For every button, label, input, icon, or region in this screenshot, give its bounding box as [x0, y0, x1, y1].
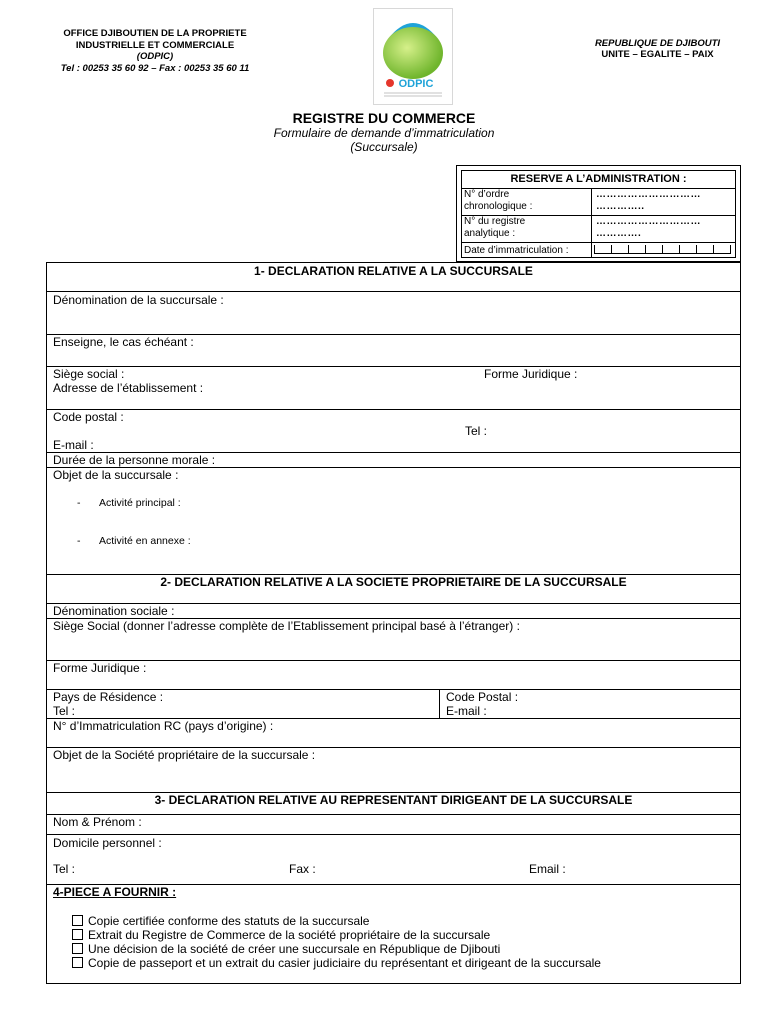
odpic-logo-icon — [374, 9, 452, 104]
office-contact: Tel : 00253 35 60 92 – Fax : 00253 35 60 11 — [60, 62, 250, 74]
objet-societe-label: Objet de la Société propriétaire de la succursale : — [53, 748, 316, 762]
piece-item — [72, 942, 500, 956]
document-title — [0, 110, 768, 154]
admin-date-field[interactable] — [592, 243, 735, 258]
title-sub2: (Succursale) — [350, 140, 418, 154]
section3-heading: 3- DECLARATION RELATIVE AU REPRESENTANT DIRIGEANT DE LA SUCCURSALE — [154, 793, 633, 807]
admin-row-date — [462, 243, 735, 258]
piece-checkbox-statuts[interactable] — [72, 915, 83, 926]
admin-row-ordre — [462, 189, 735, 216]
nom-prenom-label: Nom & Prénom : — [53, 815, 142, 829]
piece-extrait-rc-label: Extrait du Registre de Commerce de la société propriétaire de la succursale — [88, 928, 491, 942]
admin-title: RESERVE A L’ADMINISTRATION : — [462, 171, 735, 189]
country-name: REPUBLIQUE DE DJIBOUTI — [594, 38, 721, 49]
piece-checkbox-passeport[interactable] — [72, 957, 83, 968]
admin-row-registre — [462, 216, 735, 243]
activite-principal-label: Activité principal : — [99, 497, 181, 509]
piece-item — [72, 914, 369, 928]
siege-social-label: Siège social : — [53, 367, 125, 381]
logo-text: ODPIC — [398, 78, 434, 90]
admin-ordre-label1: N° d’ordre — [464, 189, 510, 200]
succursale-denomination-label: Dénomination de la succursale : — [53, 293, 224, 307]
code-postal-label: Code postal : — [53, 410, 124, 424]
country-header — [565, 38, 750, 60]
representant-tel-label: Tel : — [53, 862, 76, 876]
enseigne-label: Enseigne, le cas échéant : — [53, 335, 194, 349]
piece-checkbox-decision[interactable] — [72, 943, 83, 954]
admin-date-label: Date d’immatriculation : — [462, 243, 592, 258]
forme-juridique-label: Forme Juridique : — [484, 367, 578, 381]
admin-ordre-label2: chronologique : — [464, 201, 533, 212]
admin-ordre-value1[interactable]: ………………………… — [596, 189, 701, 200]
country-motto: UNITE – EGALITE – PAIX — [601, 49, 714, 60]
siege-etranger-label: Siège Social (donner l’adresse complète de l’Etablissement principal basé à l’étranger) : — [53, 619, 520, 633]
office-abbr: (ODPIC) — [136, 51, 174, 62]
admin-box — [461, 170, 736, 258]
section2-heading: 2- DECLARATION RELATIVE A LA SOCIETE PROPRIETAIRE DE LA SUCCURSALE — [160, 575, 627, 589]
title-main: REGISTRE DU COMMERCE — [292, 110, 476, 126]
adresse-label: Adresse de l’établissement : — [53, 381, 204, 395]
piece-passeport-label: Copie de passeport et un extrait du casier judiciaire du représentant et dirigeant de la succursale — [88, 956, 601, 970]
admin-registre-value1[interactable]: ………………………… — [596, 216, 701, 227]
activite-annexe-dash: - — [77, 535, 81, 547]
representant-fax-label: Fax : — [289, 862, 316, 876]
piece-item — [72, 956, 601, 970]
admin-ordre-value2[interactable]: ………….. — [596, 201, 645, 212]
piece-decision-label: Une décision de la société de créer une succursale en République de Djibouti — [88, 942, 501, 956]
odpic-logo — [373, 8, 453, 105]
societe-email-label: E-mail : — [446, 704, 487, 718]
piece-statuts-label: Copie certifiée conforme des statuts de la succursale — [88, 914, 370, 928]
piece-item — [72, 928, 490, 942]
domicile-label: Domicile personnel : — [53, 836, 162, 850]
societe-forme-label: Forme Juridique : — [53, 661, 147, 675]
registration-form — [46, 262, 741, 984]
section4-heading: 4-PIECE A FOURNIR : — [53, 885, 177, 899]
email-label: E-mail : — [53, 438, 94, 452]
immatriculation-rc-label: N° d’Immatriculation RC (pays d’origine) : — [53, 719, 274, 733]
admin-registre-label1: N° du registre — [464, 216, 526, 227]
societe-tel-label: Tel : — [53, 704, 76, 718]
activite-annexe-label: Activité en annexe : — [99, 535, 191, 547]
denomination-sociale-label: Dénomination sociale : — [53, 604, 175, 618]
admin-registre-label2: analytique : — [464, 228, 516, 239]
admin-registre-value2[interactable]: …………. — [596, 228, 642, 239]
section1-heading: 1- DECLARATION RELATIVE A LA SUCCURSALE — [254, 264, 533, 278]
title-sub1: Formulaire de demande d’immatriculation — [273, 126, 495, 140]
office-header — [40, 28, 270, 74]
societe-code-postal-label: Code Postal : — [446, 690, 519, 704]
pays-residence-label: Pays de Résidence : — [53, 690, 164, 704]
piece-checkbox-extrait-rc[interactable] — [72, 929, 83, 940]
objet-succursale-label: Objet de la succursale : — [53, 468, 179, 482]
representant-email-label: Email : — [529, 862, 566, 876]
office-name-line2: INDUSTRIELLE ET COMMERCIALE — [75, 39, 235, 51]
duree-label: Durée de la personne morale : — [53, 453, 216, 467]
tel-label: Tel : — [465, 424, 488, 438]
office-name-line1: OFFICE DJIBOUTIEN DE LA PROPRIETE — [63, 28, 247, 39]
activite-principal-dash: - — [77, 497, 81, 509]
